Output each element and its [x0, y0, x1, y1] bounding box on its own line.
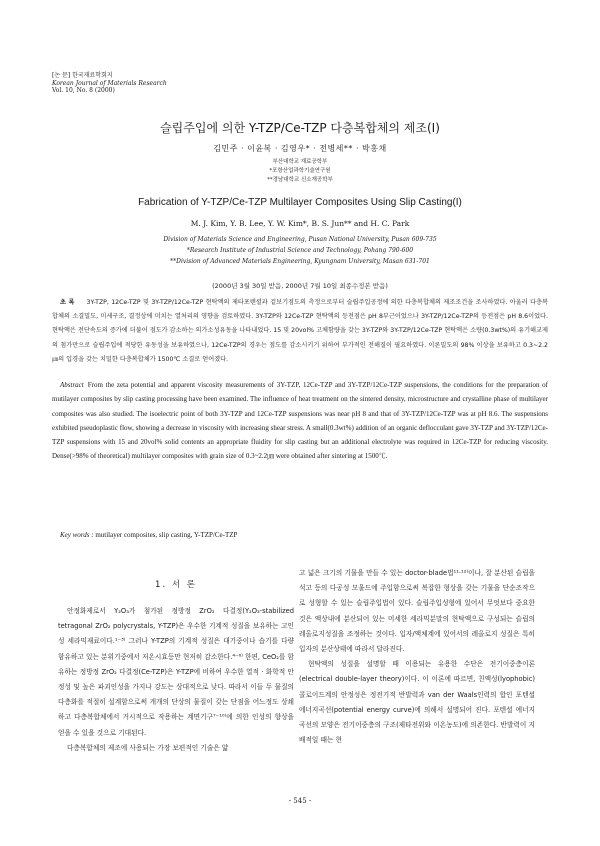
english-abstract-text: From the zeta potential and apparent viscosity measurements of 3Y-TZP, 12Ce-TZP and 3Y-TZP/12Ce-TZP suspensions, the conditions for the preparation of mutilayer composites by slip casting processing have been examined. The influence of heat treatment on the sintered density, microstructure and crystalline phase of multilayer composites was also studied. The isoelectric point of both 3Y-TZP and 12Ce-TZP suspensions was near pH 8 and that of 3Y-TZP/12Ce-TZP was at pH 8.6. The suspensions exhibited pseudoplastic flow, showing a decrease in viscosity with increasing shear stress. A small(0.3wt%) addition of an organic deflocculant gave 3Y-TZP and 3Y-TZP/12Ce-TZP suspensions with 15 and 20vol% solid contents an appropriate fluidity for slip casting but an additional electrolyte was required in 12Ce-TZP for reducing viscosity. Dense(>98% of theoretical) multilayer composites with grain size of 0.3~2.2㎛ were obtained after sintering at 1500℃.	[52, 381, 548, 461]
korean-affiliation-2: *포항산업과학기술연구원	[269, 168, 331, 174]
journal-name-english: Korean Journal of Materials Research	[52, 79, 167, 87]
korean-abstract-text: 3Y-TZP, 12Ce-TZP 및 3Y-TZP/12Ce-TZP 현탁액의 제타포텐셜과 겉보기점도의 측정으로부터 슬립주입공정에 의한 다층복합체의 제조조건을 조사하였다. 아울러 다층복합체의 소결밀도, 미세구조, 결정상에 미치는 열처리의 영향을 검토하였다. 3Y-TZP와 12Ce-TZP 현탁액의 등전점은 pH 8부근이었으나 3Y-TZP/12Ce-TZP의 등전점은 pH 8.6이었다. 현탁액은 전단속도의 증가에 더불어 점도가 감소하는 의가소성유동을 나타내었다. 15 및 20vol% 고체함량을 갖는 3Y-TZP와 3Y-TZP/12Ce-TZP 현탁액은 소량(0.3wt%)의 유기해교제의 첨가만으로 슬립주입에 적당한 유동성을 보유하였으나, 12Ce-TZP의 경우는 점도를 감소시키기 위하여 부가적인 전해질이 필요하였다. 이론밀도의 98% 이상을 보유하고 0.3~2.2㎛의 입경을 갖는 치밀한 다층복합체가 1500℃ 소결로 얻어졌다.	[52, 299, 549, 363]
english-affiliation-1: Division of Materials Science and Engineering, Pusan National University, Pusan 609-735	[163, 236, 437, 243]
english-affiliation-3: **Division of Advanced Materials Engineering, Kyungnam University, Masan 631-701	[170, 258, 430, 265]
journal-volume: Vol. 10, No. 8 (2000)	[52, 87, 115, 94]
korean-affiliation-1: 부산대학교 재료공학부	[272, 159, 328, 165]
right-paragraph-2: 현탁액의 성질을 설명할 때 이용되는 유용한 수단은 전기이중층이론(electrical double-layer theory)이다. 이 이론에 따르면, 친액성(lyophobic) 콜로이드계의 안정성은 정전기적 반발력과 van der Waals인력의 합인 포텐셜 에너지곡선(potential energy curve)에 의해서 설명되어 진다. 포텐셜 에너지곡선의 모양은 전기이중층의 구조(제타전위와 이온농도)에 의존한다. 반발력이 지배적일 때는 현	[299, 660, 535, 745]
left-column	[58, 604, 294, 756]
received-dates: (2000년 3월 30일 받음, 2000년 7월 10일 최종수정본 받음)	[212, 282, 388, 290]
journal-name-korean: [논 문] 한국재료학회지	[52, 72, 113, 79]
english-abstract	[52, 378, 548, 464]
right-paragraph-1: 고 넓은 크기의 기물을 만들 수 있는 doctor-blade법¹¹·¹²⁾이나, 잘 분산된 슬립을 석고 등의 다공성 모울드에 주입함으로써 복잡한 형상을 갖는 기물을 단순조작으로 성형할 수 있는 슬립주입법이 있다. 슬립주입성형에 있어서 무엇보다 중요한 것은 액상내에 분산되어 있는 미세한 세라믹분말의 현탁액으로 구성되는 슬립의 레올로지성질을 조정하는 것이다. 입자/액체계에 있어서의 레올로지 성질은 특히 입자의 분산상태에 따라서 달라진다.	[299, 569, 535, 654]
korean-title: 슬립주입에 의한 Y-TZP/Ce-TZP 다층복합체의 제조(I)	[160, 121, 440, 135]
korean-abstract	[52, 296, 548, 367]
left-paragraph-1: 안정화제로서 Y₂O₃가 첨가된 정방정 ZrO₂ 다결정(Y₂O₃-stabilized tetragonal ZrO₂ polycrystals, Y-TZP)은 우수한 기계적 성질을 보유하는 고인성 세라믹재료이다.¹⁻³⁾ 그러나 Y-TZP의 기계적 성질은 대기중이나 습기를 다량 함유하고 있는 분위기중에서 저온시효등만 현저히 감소한다.⁴⁻⁶⁾ 한편, CeO₂를 함유하는 정방정 ZrO₂ 다결정(Ce-TZP)은 Y-TZP에 비하여 우수한 열적 · 화학적 안정성 및 높은 파괴인성을 가지나 강도는 상대적으로 낮다. 따라서 이들 두 물질의 다층화를 적절히 설계함으로써 개개의 단상의 물질이 갖는 단점을 어느정도 상쇄하고 다층복합체에서 거시적으로 작용하는 계면기구⁷⁻¹⁰⁾에 의한 인성의 향상을 얻을 수 있을 것으로 기대된다.	[58, 607, 294, 737]
keywords-text: mutilayer composites, slip casting, Y-TZP/Ce-TZP	[93, 531, 238, 539]
right-column	[299, 566, 535, 748]
english-abstract-label: Abstract	[60, 381, 84, 389]
journal-header	[52, 72, 167, 95]
english-title: Fabrication of Y-TZP/Ce-TZP Multilayer Composites Using Slip Casting(I)	[138, 197, 462, 208]
page-number: - 545 -	[288, 797, 312, 805]
keywords-label: Key words :	[60, 531, 94, 539]
english-authors: M. J. Kim, Y. B. Lee, Y. W. Kim*, B. S. Jun** and H. C. Park	[190, 219, 410, 228]
english-affiliation-2: *Research Institute of Industrial Science and Technology, Pohang 790-600	[186, 247, 414, 254]
korean-authors: 김민주 · 이윤복 · 김영우* · 전병세** · 박홍채	[213, 144, 387, 153]
korean-affiliation-3: **경남대학교 신소재공학부	[267, 177, 333, 183]
korean-abstract-label: 초 록	[60, 299, 75, 306]
section-heading-introduction: 1. 서 론	[155, 580, 197, 590]
left-paragraph-2: 다층복합체의 제조에 사용되는 가장 보편적인 기술은 얇	[67, 743, 229, 752]
keywords	[60, 531, 540, 539]
